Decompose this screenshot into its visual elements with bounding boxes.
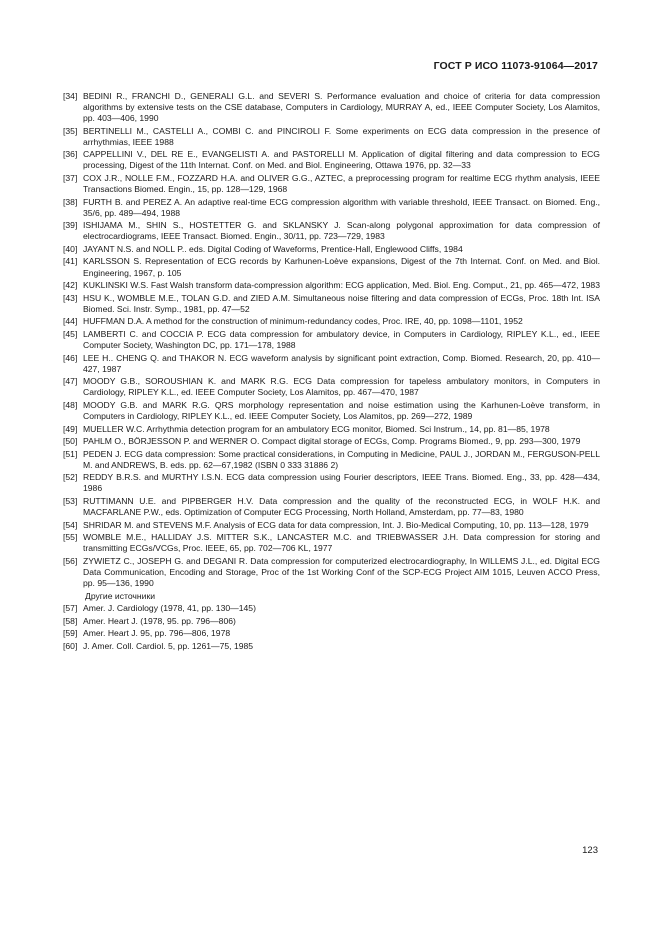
reference-entry [63, 376, 600, 398]
reference-text: CAPPELLINI V., DEL RE E., EVANGELISTI A. and PASTORELLI M. Application of digital filtering and data compression to ECG processing, Digest of the 11th Internat. Conf. on Med. and Biol. Engineering, Ottawa 1976, pp. 32—33 [83, 149, 600, 171]
reference-entry [63, 197, 600, 219]
reference-number: [36] [63, 149, 78, 160]
reference-text: ISHIJAMA M., SHIN S., HOSTETTER G. and SKLANSKY J. Scan-along polygonal approximation for data compression of electrocardiograms, IEEE Transact. Biomed. Engin., 30/11, pp. 723—729, 1983 [83, 220, 600, 242]
reference-number: [35] [63, 125, 78, 136]
reference-text: MOODY G.B. and MARK R.G. QRS morphology representation and noise estimation using the Karhunen-Loève transform, in Computers in Cardiology, RIPLEY K.L., ed. IEEE Computer Society, Los Alamitos, pp. 269—272, 1989 [83, 399, 600, 421]
reference-number: [42] [63, 280, 78, 291]
reference-number: [59] [63, 628, 78, 639]
reference-number: [43] [63, 292, 78, 303]
reference-text: RUTTIMANN U.E. and PIPBERGER H.V. Data compression and the quality of the reconstructed ECG, in WOLF H.K. and MACFARLANE P.W., eds. Optimization of Computer ECG Processing, North Holland, Amsterdam, pp. 77—83, 1980 [83, 495, 600, 518]
reference-entry [63, 628, 600, 639]
reference-entry [63, 641, 600, 652]
reference-entry [63, 520, 600, 531]
reference-text: JAYANT N.S. and NOLL P.. eds. Digital Coding of Waveforms, Prentice-Hall, Englewood Cliffs, 1984 [83, 243, 463, 254]
reference-text: COX J.R., NOLLE F.M., FOZZARD H.A. and OLIVER G.G., AZTEC, a preprocessing program for realtime ECG rhythm analysis, IEEE Transactions Biomed. Engin., 15, pp. 128—129, 1968 [83, 172, 600, 195]
reference-text: FURTH B. and PEREZ A. An adaptive real-time ECG compression algorithm with variable threshold, IEEE Transact. on Biomed. Eng., 35/6, pp. 489—494, 1988 [83, 196, 600, 218]
reference-entry [63, 329, 600, 351]
reference-entry [63, 616, 600, 627]
reference-entry [63, 280, 600, 291]
reference-entry [63, 244, 600, 255]
reference-text: Amer. Heart J. (1978, 95. pp. 796—806) [83, 615, 236, 626]
reference-entry [63, 149, 600, 171]
reference-number: [56] [63, 555, 78, 566]
reference-entry [63, 556, 600, 589]
reference-number: [49] [63, 423, 78, 434]
reference-entry [63, 400, 600, 422]
reference-entry [63, 316, 600, 327]
page-number: 123 [582, 845, 598, 856]
reference-entry [63, 603, 600, 614]
reference-entry [63, 436, 600, 447]
reference-number: [54] [63, 519, 78, 530]
reference-number: [58] [63, 615, 78, 626]
reference-entry [63, 472, 600, 494]
reference-number: [50] [63, 436, 78, 447]
reference-number: [57] [63, 603, 78, 614]
reference-entry [63, 532, 600, 554]
reference-number: [44] [63, 316, 78, 327]
reference-number: [55] [63, 532, 78, 543]
reference-entry [63, 449, 600, 471]
reference-entry [63, 496, 600, 518]
reference-text: HUFFMAN D.A. A method for the construction of minimum-redundancy codes, Proc. IRE, 40, pp. 1098—1101, 1952 [83, 316, 523, 327]
reference-text: Amer. J. Cardiology (1978, 41, pp. 130—145) [83, 603, 256, 614]
reference-entry [63, 424, 600, 435]
reference-text: PAHLM O., BÖRJESSON P. and WERNER O. Compact digital storage of ECGs, Comp. Programs Biomed., 9, pp. 293—300, 1979 [83, 436, 581, 447]
reference-entry [63, 256, 600, 278]
reference-number: [46] [63, 352, 78, 363]
reference-number: [53] [63, 495, 78, 506]
reference-number: [52] [63, 472, 78, 483]
reference-text: LEE H.. CHENG Q. and THAKOR N. ECG waveform analysis by significant point extraction, Comp. Biomed. Research, 20, pp. 410—427, 1987 [83, 352, 600, 374]
reference-number: [39] [63, 220, 78, 231]
reference-text: MUELLER W.C. Arrhythmia detection program for an ambulatory ECG monitor, Biomed. Sci Instrum., 14, pp. 81—85, 1978 [83, 423, 550, 434]
reference-text: MOODY G.B., SOROUSHIAN K. and MARK R.G. ECG Data compression for tapeless ambulatory monitors, in Computers in Cardiology, RIPLEY K.L., ed. IEEE Computer Society, Los Alamitos, pp. 467—470, 1987 [83, 376, 600, 398]
bibliography-list [63, 91, 600, 654]
reference-text: HSU K., WOMBLE M.E., TOLAN G.D. and ZIED A.M. Simultaneous noise filtering and data compression of ECGs, Proc. 18th Int. ISA Biomed. Sci. Instr. Symp., 1981, pp. 47—52 [83, 292, 600, 314]
reference-entry [63, 293, 600, 315]
reference-number: [51] [63, 448, 78, 459]
reference-text: KARLSSON S. Representation of ECG records by Karhunen-Loève expansions, Digest of the 7th Internat. Conf. on Med. and Biol. Engineering, 1967, p. 105 [83, 256, 600, 278]
reference-text: Amer. Heart J. 95, pp. 796—806, 1978 [83, 628, 231, 639]
standard-designation: ГОСТ Р ИСО 11073-91064—2017 [433, 60, 598, 72]
reference-number: [48] [63, 399, 78, 410]
reference-text: REDDY B.R.S. and MURTHY I.S.N. ECG data compression using Fourier descriptors, IEEE Trans. Biomed. Eng., 33, pp. 428—434, 1986 [83, 472, 600, 494]
reference-text: BEDINI R., FRANCHI D., GENERALI G.L. and SEVERI S. Performance evaluation and choice of criteria for data compression algorithms by extensive tests on the CSE database, Computers in Cardiology, MURRAY A, ed., IEEE Computer Society, Los Alamitos, pp. 403—406, 1990 [83, 91, 600, 124]
reference-number: [41] [63, 256, 78, 267]
reference-number: [60] [63, 640, 78, 651]
reference-number: [38] [63, 196, 78, 207]
reference-number: [34] [63, 91, 78, 101]
reference-entry [63, 91, 600, 124]
reference-text: PEDEN J. ECG data compression: Some practical considerations, in Computing in Medicine, PAUL J., JORDAN M., FERGUSON-PELL M. and ANDREWS, B. eds. pp. 62—67,1982 (ISBN 0 333 31886 2) [83, 448, 600, 470]
references-main [63, 91, 600, 589]
reference-entry [63, 220, 600, 242]
reference-number: [47] [63, 376, 78, 387]
reference-text: ZYWIETZ C., JOSEPH G. and DEGANI R. Data compression for computerized electrocardiography, In WILLEMS J.L., ed. Digital ECG Data Communication, Encoding and Storage, Proc of the 1st Working Conf of the SCP-ECG Project AIM 1015, Leuven ACCO Press, pp. 95—136, 1990 [83, 555, 600, 588]
reference-text: KUKLINSKI W.S. Fast Walsh transform data-compression algorithm: ECG application, Med. Biol. Eng. Comput., 21, pp. 465—472, 1983 [83, 280, 600, 291]
reference-entry [63, 173, 600, 195]
reference-number: [45] [63, 328, 78, 339]
reference-entry [63, 126, 600, 148]
reference-text: J. Amer. Coll. Cardiol. 5, pp. 1261—75, 1985 [83, 640, 254, 651]
reference-text: WOMBLE M.E., HALLIDAY J.S. MITTER S.K., LANCASTER M.C. and TRIEBWASSER J.H. Data compression for storing and transmitting ECGs/VCGs, Proc. IEEE, 65, pp. 702—706 KL, 1977 [83, 532, 600, 554]
references-other [63, 603, 600, 652]
reference-text: BERTINELLI M., CASTELLI A., COMBI C. and PINCIROLI F. Some experiments on ECG data compression in the presence of arrhythmias, IEEE 1988 [83, 125, 600, 147]
reference-text: LAMBERTI C. and COCCIA P. ECG data compression for ambulatory device, in Computers in Cardiology, RIPLEY K.L., ed., IEEE Computer Society, Washington DC, pp. 171—178, 1988 [83, 328, 600, 350]
reference-number: [40] [63, 243, 78, 254]
reference-text: SHRIDAR M. and STEVENS M.F. Analysis of ECG data for data compression, Int. J. Bio-Medical Computing, 10, pp. 113—128, 1979 [83, 519, 589, 530]
other-sources-heading: Другие источники [85, 590, 156, 601]
reference-entry [63, 353, 600, 375]
reference-number: [37] [63, 172, 78, 183]
